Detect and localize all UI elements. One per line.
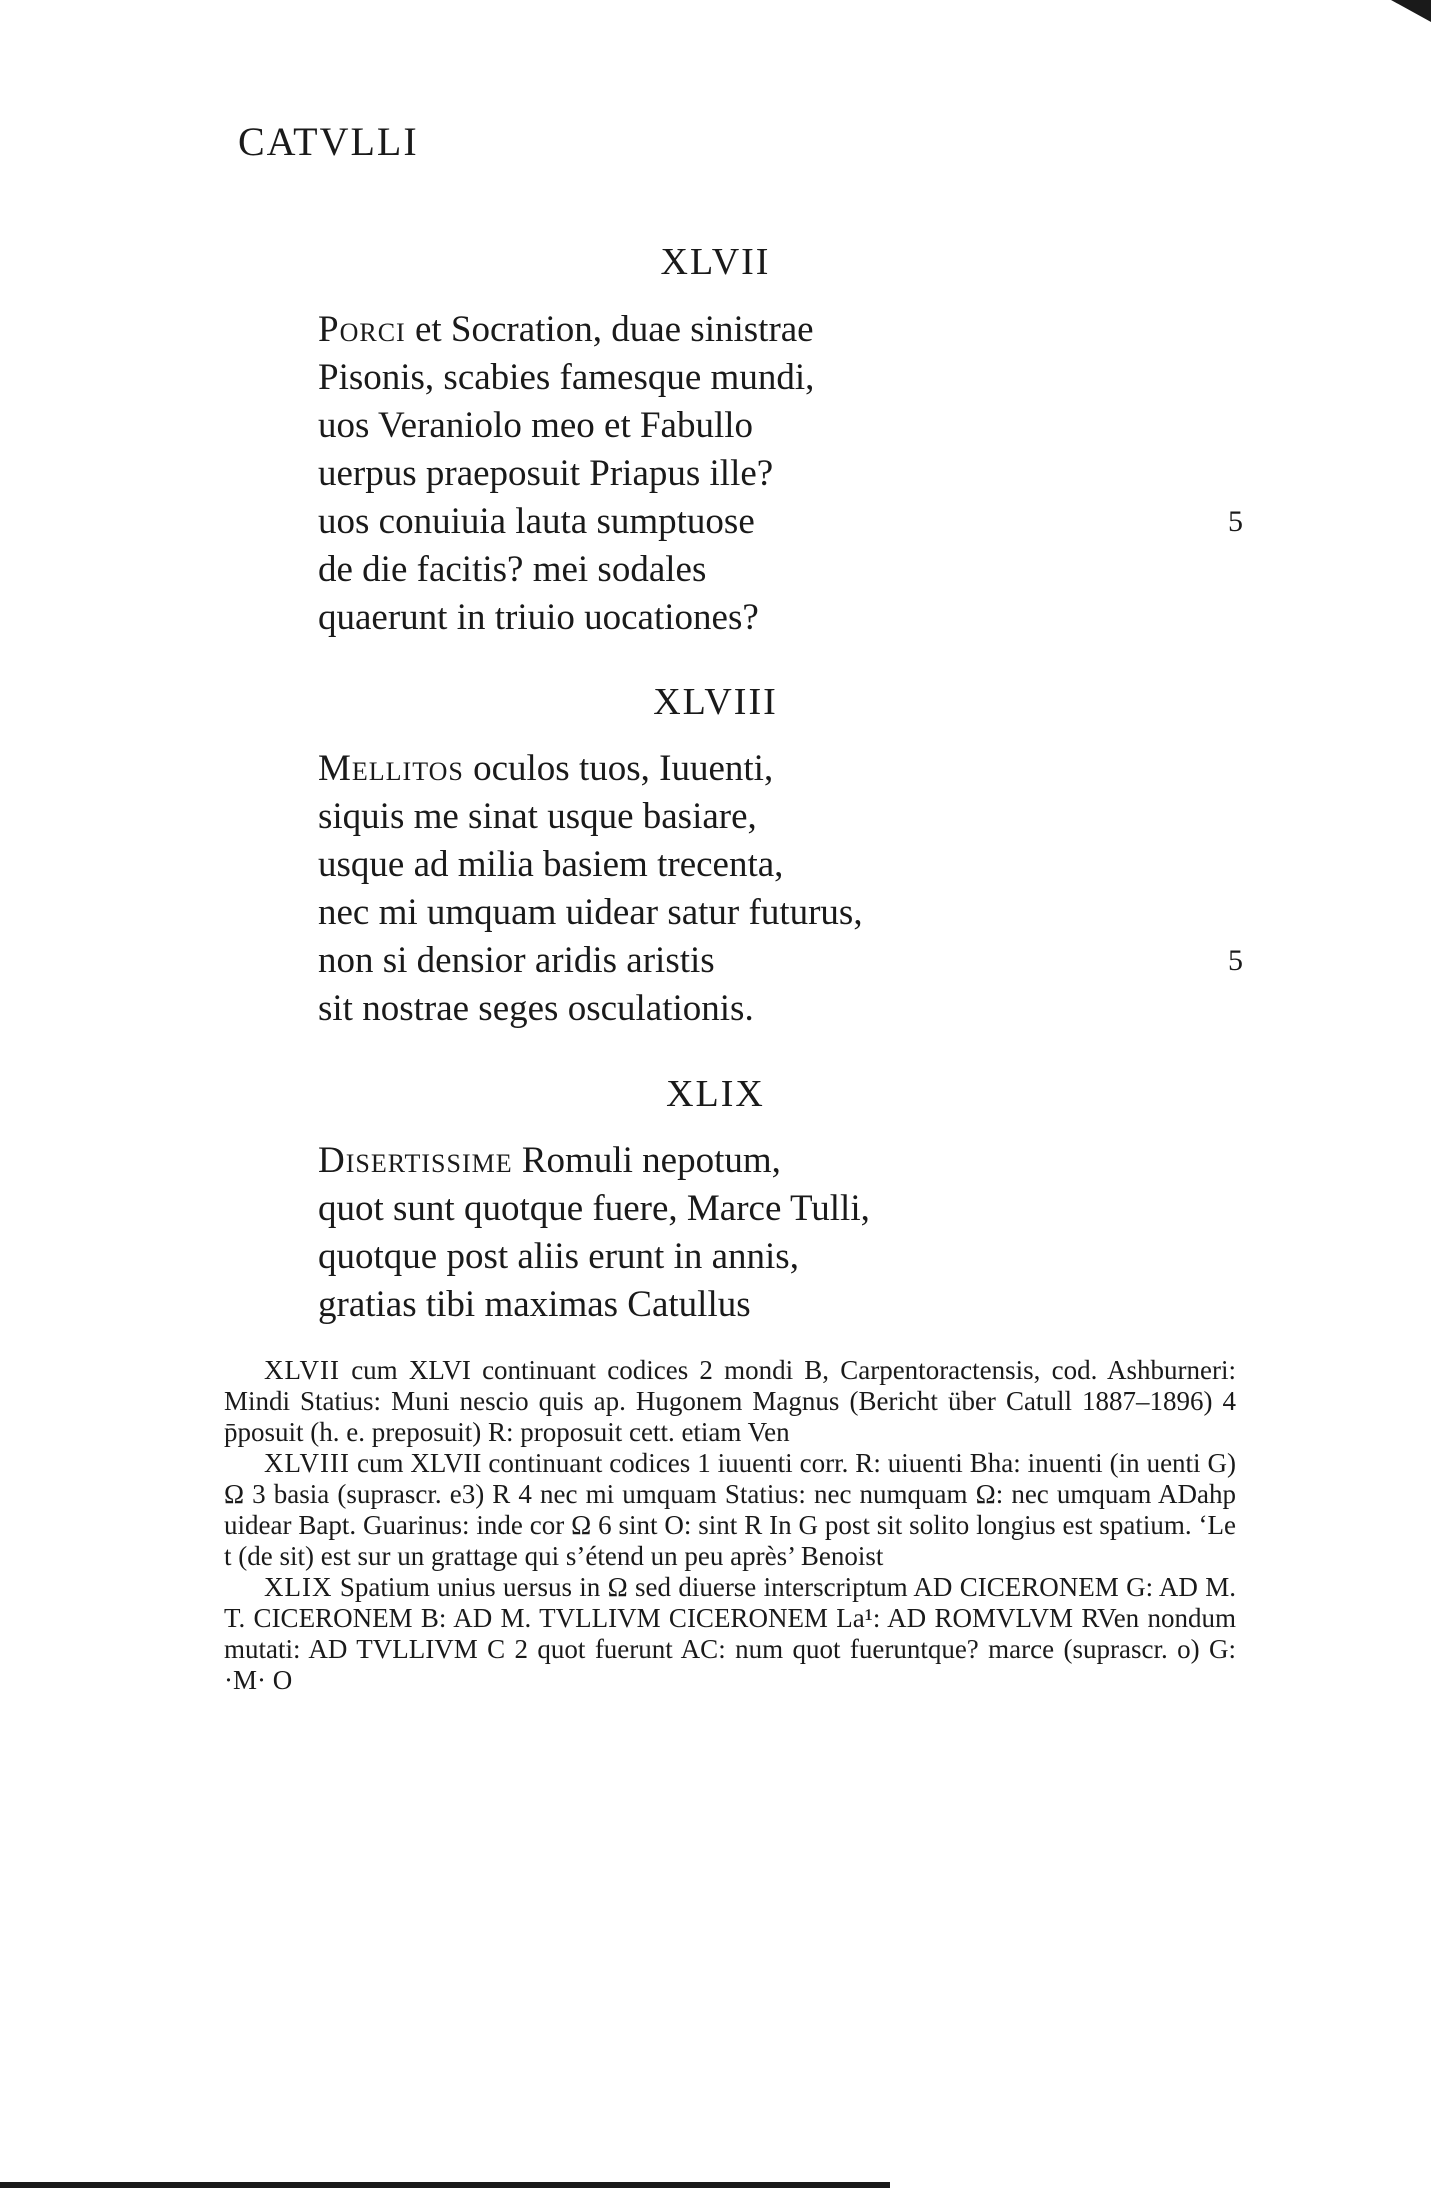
incipit: Mellitos (318, 748, 464, 789)
verse-text: oculos tuos, Iuuenti, (463, 748, 774, 789)
apparatus-entry (224, 1572, 1236, 1696)
verse-text: uos conuiuia lauta sumptuose (318, 501, 755, 542)
verse-line (318, 1281, 870, 1329)
poem-xlix (318, 1137, 870, 1329)
line-number: 5 (1228, 505, 1243, 538)
incipit: Porci (318, 309, 406, 350)
apparatus-text: cum XLVII continuant codices 1 iuuenti corr. R: uiuenti Bha: inuenti (in uenti G) Ω 3 basia (suprascr. e3) R 4 nec mi umquam Statius: nec numquam Ω: nec umquam ADahp uidear Bapt. Guarinus: inde cor Ω 6 sint O: sint R In G post sit solito longius est spatium. ‘Le t (de sit) est sur un grattage qui s’étend un peu après’ Benoist (224, 1448, 1237, 1571)
apparatus-entry (224, 1355, 1236, 1448)
verse-text: quot sunt quotque fuere, Marce Tulli, (318, 1188, 870, 1229)
poem-xlvii (318, 306, 1243, 642)
verse-text: uerpus praeposuit Priapus ille? (318, 453, 774, 494)
running-head: CATVLLI (238, 119, 419, 164)
verse-line (318, 594, 814, 642)
apparatus-poem-ref: XLIX (264, 1572, 333, 1602)
verse-line (318, 354, 814, 402)
critical-apparatus (224, 1355, 1236, 1696)
verse-text: quaerunt in triuio uocationes? (318, 597, 759, 638)
apparatus-poem-ref: XLVIII (264, 1448, 350, 1478)
poem-number: XLVIII (653, 681, 778, 723)
verse-text: uos Veraniolo meo et Fabullo (318, 405, 754, 446)
verse-line (318, 546, 814, 594)
verse-text: Romuli nepotum, (512, 1140, 781, 1181)
verse-text: usque ad milia basiem trecenta, (318, 844, 784, 885)
verse-text: nec mi umquam uidear satur futurus, (318, 892, 863, 933)
verse-line (318, 793, 863, 841)
verse-line (318, 889, 863, 937)
corner-mark (1391, 0, 1431, 22)
verse-line (318, 985, 863, 1033)
verse-text: quotque post aliis erunt in annis, (318, 1236, 799, 1277)
verse-line (318, 306, 814, 354)
line-number: 5 (1228, 944, 1243, 977)
verse-line (318, 1233, 870, 1281)
incipit: Disertissime (318, 1140, 513, 1181)
apparatus-poem-ref: XLVII (264, 1355, 340, 1385)
poem-number: XLVII (660, 241, 771, 283)
verse-line (318, 1185, 870, 1233)
verse-line (318, 745, 863, 793)
verse-text: non si densior aridis aristis (318, 940, 715, 981)
verse-text: gratias tibi maximas Catullus (318, 1284, 751, 1325)
verse-text: de die facitis? mei sodales (318, 549, 707, 590)
poem-number: XLIX (666, 1073, 765, 1115)
verse-text: et Socration, duae sinistrae (405, 309, 814, 350)
verse-line (318, 402, 814, 450)
apparatus-text: Spatium unius uersus in Ω sed diuerse interscriptum AD CICERONEM G: AD M. T. CICERONEM B: AD M. TVLLIVM CICERONEM La¹: AD ROMVLVM RVen nondum mutati: AD TVLLIVM C 2 quot fuerunt AC: num quot fueruntque? marce (suprascr. o) G: ·M· O (224, 1572, 1236, 1695)
verse-text: Pisonis, scabies famesque mundi, (318, 357, 815, 398)
verse-line (318, 841, 863, 889)
verse-line (318, 498, 1243, 546)
verse-text: sit nostrae seges osculationis. (318, 988, 754, 1029)
verse-line (318, 937, 1243, 985)
verse-line (318, 450, 814, 498)
page-bottom-rule (0, 2182, 890, 2188)
apparatus-text: cum XLVI continuant codices 2 mondi B, Carpentoractensis, cod. Ashburneri: Mindi Statius: Muni nescio quis ap. Hugonem Magnus (Bericht über Catull 1887–1896) 4 p̄posuit (h. e. preposuit) R: proposuit cett. etiam Ven (224, 1355, 1236, 1447)
verse-line (318, 1137, 870, 1185)
verse-text: siquis me sinat usque basiare, (318, 796, 757, 837)
apparatus-entry (224, 1448, 1236, 1572)
poem-xlviii (318, 745, 1243, 1033)
